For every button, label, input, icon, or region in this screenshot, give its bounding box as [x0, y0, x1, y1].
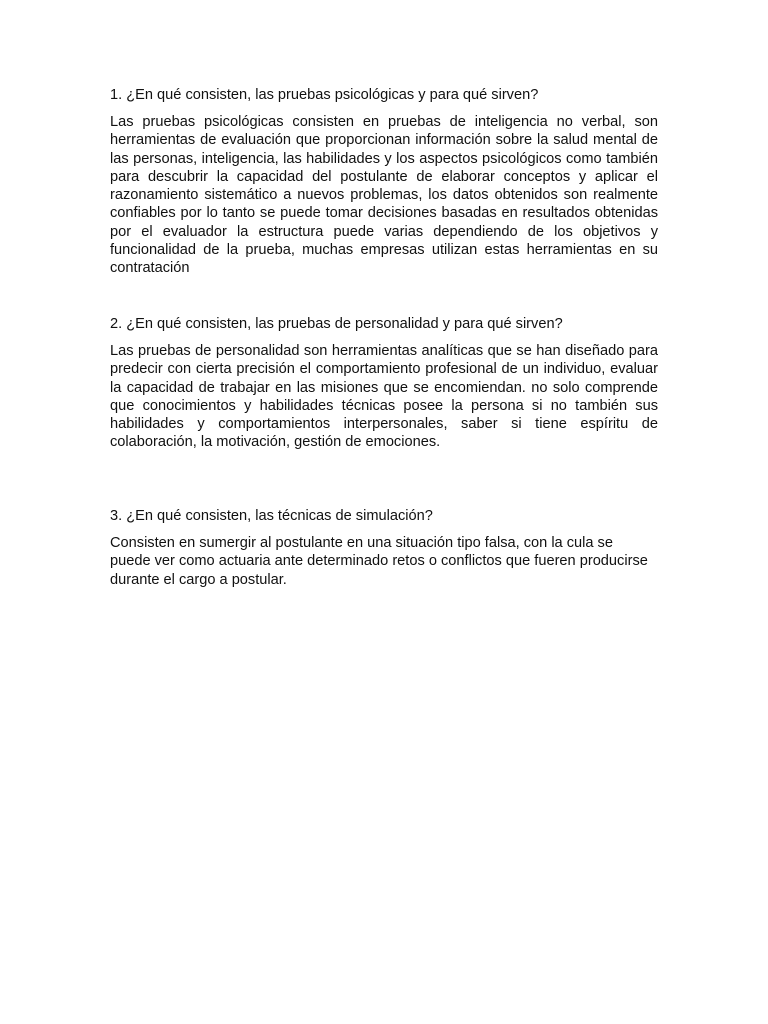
question-heading: 1. ¿En qué consisten, las pruebas psicológicas y para qué sirven? — [110, 87, 539, 103]
question-heading: 3. ¿En qué consisten, las técnicas de simulación? — [110, 508, 433, 524]
section-psychological-tests — [110, 86, 658, 278]
answer-paragraph: Las pruebas de personalidad son herramientas analíticas que se han diseñado para predecir con cierta precisión el comportamiento profesional de un individuo, evaluar la capacidad de trabajar en las misiones que se encomiendan. no solo comprende que conocimientos y habilidades técnicas posee la persona si no también sus habilidades y comportamientos interpersonales, saber si tiene espíritu de colaboración, la motivación, gestión de emociones. — [110, 343, 658, 451]
section-simulation-techniques — [110, 507, 658, 589]
section-personality-tests — [110, 315, 658, 452]
answer-paragraph: Las pruebas psicológicas consisten en pruebas de inteligencia no verbal, son herramientas de evaluación que proporcionan información sobre la salud mental de las personas, inteligencia, las habilidades y los aspectos psicológicos como también para descubrir la capacidad del postulante de elaborar conceptos y aplicar el razonamiento sistemático a nuevos problemas, los datos obtenidos son realmente confiables por lo tanto se puede tomar decisiones basadas en resultados obtenidas por el evaluador la estructura puede varias dependiendo de los objetivos y funcionalidad de la prueba, muchas empresas utilizan estas herramientas en su contratación — [110, 114, 658, 277]
question-heading: 2. ¿En qué consisten, las pruebas de personalidad y para qué sirven? — [110, 316, 563, 332]
answer-paragraph: Consisten en sumergir al postulante en una situación tipo falsa, con la cula se puede ver como actuaria ante determinado retos o conflictos que fueren producirse durante el cargo a postular. — [110, 535, 648, 588]
